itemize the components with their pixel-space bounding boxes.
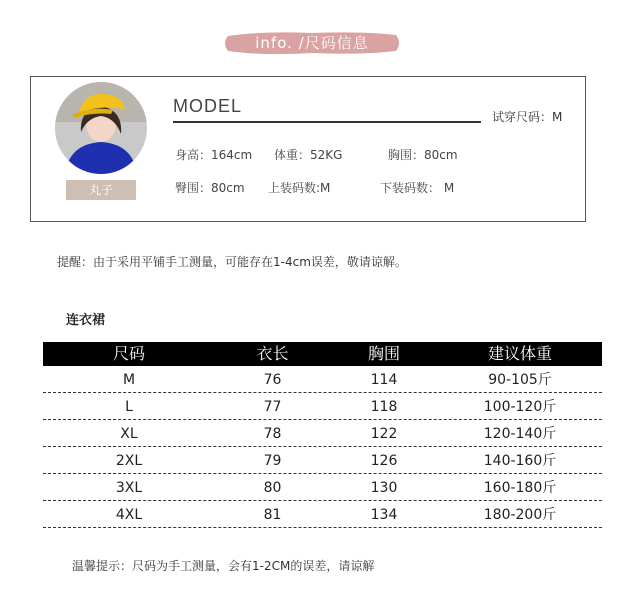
table-row xyxy=(43,447,602,474)
table-row xyxy=(43,393,602,420)
stat-chest: 胸围：80cm xyxy=(388,148,458,162)
cell-chest: 122 xyxy=(370,426,398,442)
cell-chest: 134 xyxy=(370,507,398,523)
table-row xyxy=(43,474,602,501)
table-row xyxy=(43,501,602,528)
cell-length: 81 xyxy=(263,507,282,523)
cell-weight: 100-120斤 xyxy=(483,399,557,415)
cell-length: 77 xyxy=(263,399,282,415)
header-length: 衣长 xyxy=(256,344,289,363)
footnote: 温馨提示：尺码为手工测量，会有1-2CM的误差，请谅解 xyxy=(72,559,375,573)
stat-height: 身高：164cm xyxy=(175,148,253,162)
model-title: MODEL xyxy=(173,96,243,116)
cell-chest: 126 xyxy=(370,453,398,469)
cell-size: 3XL xyxy=(115,480,143,496)
header-chest: 胸围 xyxy=(367,344,400,363)
stat-hip: 臀围：80cm xyxy=(175,181,245,195)
banner-title: info. /尺码信息 xyxy=(255,34,369,52)
table-row xyxy=(43,366,602,393)
cell-chest: 130 xyxy=(370,480,398,496)
model-title-underline xyxy=(173,121,481,123)
cell-chest: 118 xyxy=(370,399,398,415)
model-card xyxy=(30,76,586,222)
cell-size: 2XL xyxy=(115,453,143,469)
model-name-tag: 丸子 xyxy=(66,180,136,200)
cell-length: 79 xyxy=(263,453,282,469)
cell-length: 78 xyxy=(263,426,282,442)
table-row xyxy=(43,420,602,447)
cell-weight: 160-180斤 xyxy=(483,480,557,496)
size-table xyxy=(43,342,602,528)
cell-weight: 120-140斤 xyxy=(483,426,557,442)
stat-bottom-size: 下装码数： M xyxy=(380,181,455,195)
cell-length: 76 xyxy=(263,372,282,388)
trial-size: 试穿尺码：M xyxy=(492,110,563,124)
stat-top-size: 上装码数:M xyxy=(268,181,331,195)
cell-weight: 140-160斤 xyxy=(483,453,557,469)
cell-length: 80 xyxy=(263,480,282,496)
cell-weight: 180-200斤 xyxy=(483,507,557,523)
cell-size: M xyxy=(122,372,136,388)
cell-chest: 114 xyxy=(370,372,398,388)
header-size: 尺码 xyxy=(112,344,145,363)
cell-size: L xyxy=(125,399,133,415)
cell-weight: 90-105斤 xyxy=(488,372,552,388)
stat-weight: 体重：52KG xyxy=(274,148,343,162)
table-header xyxy=(43,342,602,366)
cell-size: XL xyxy=(120,426,138,442)
size-info-banner xyxy=(222,30,402,56)
model-avatar xyxy=(55,82,147,174)
header-weight: 建议体重 xyxy=(487,344,552,363)
measurement-notice: 提醒：由于采用平铺手工测量，可能存在1-4cm误差，敬请谅解。 xyxy=(57,255,407,269)
cell-size: 4XL xyxy=(115,507,143,523)
section-title: 连衣裙 xyxy=(66,313,106,328)
